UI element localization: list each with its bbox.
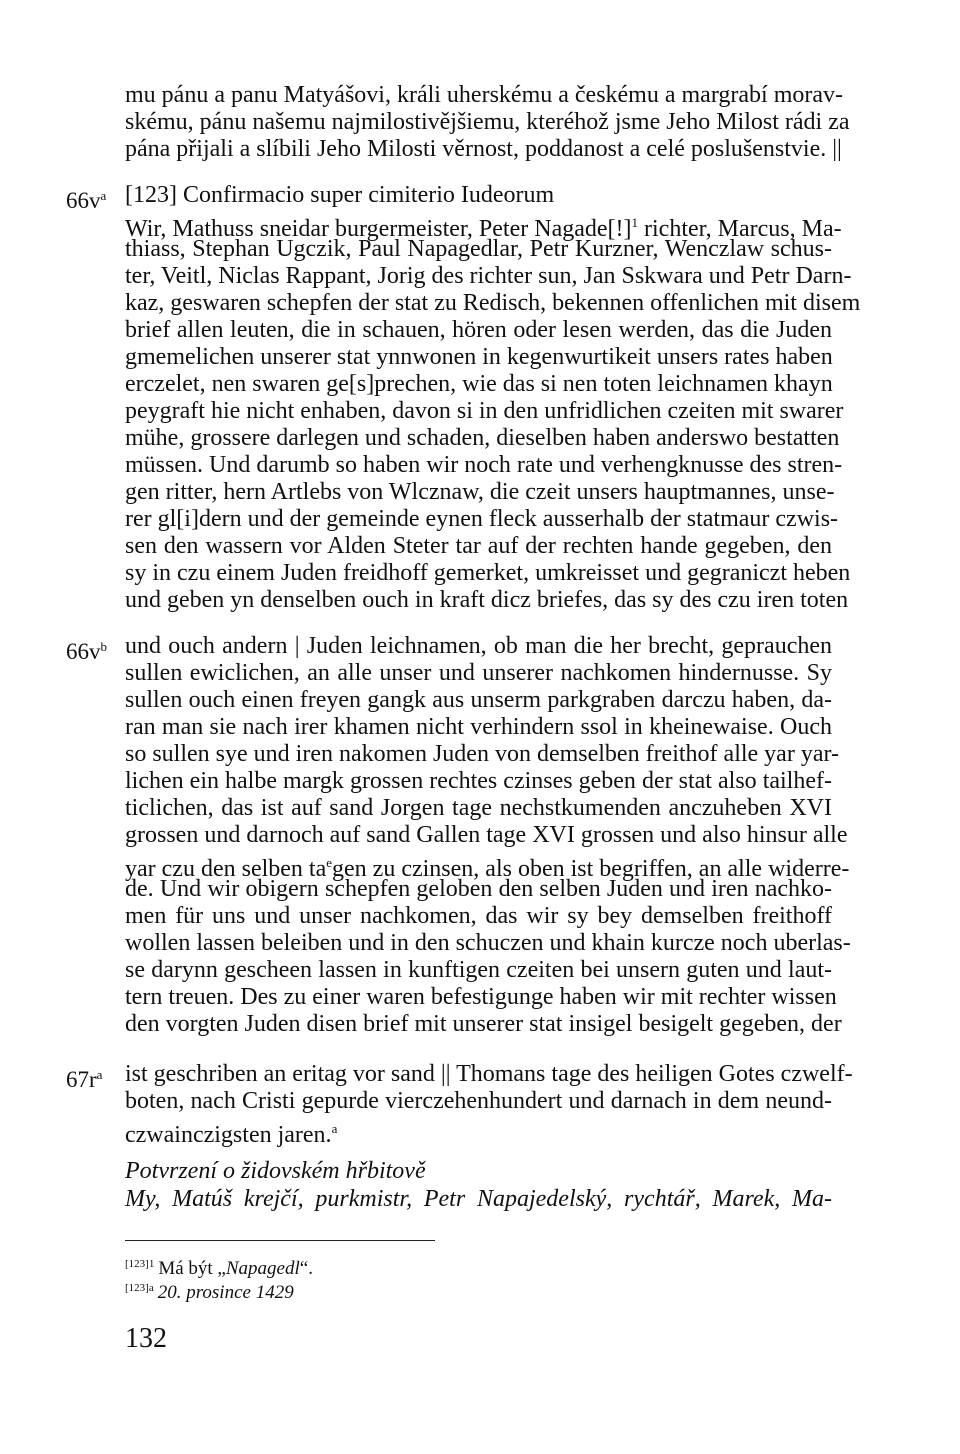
- margin-side: b: [100, 639, 107, 654]
- text-line: se darynn gescheen lassen in kunftigen czeiten bei unsern guten und laut-: [125, 957, 832, 983]
- text-line: brief allen leuten, die in schauen, hören oder lesen werden, das die Juden: [125, 317, 832, 343]
- page-number: 132: [125, 1323, 167, 1354]
- text-line: [125, 849, 850, 882]
- text-line: de. Und wir obigern schepfen geloben den selben Juden und iren nachko-: [125, 876, 832, 902]
- footnote-ref: a: [331, 1121, 338, 1136]
- text-line: mühe, grossere darlegen und schaden, dieselben haben anderswo bestatten: [125, 425, 840, 451]
- text-line: ticlichen, das ist auf sand Jorgen tage nechstkumenden anczuheben XVI: [125, 795, 832, 821]
- margin-note-66va: [66, 182, 106, 214]
- footnote-mark: [123]1: [125, 1258, 155, 1270]
- text-segment: yar czu den selben ta: [125, 856, 327, 882]
- text-line: men für uns und unser nachkomen, das wir sy bey demselben freithoff: [125, 903, 832, 929]
- text-line: sy in czu einem Juden freidhoff gemerket, umkreisset und gegraniczt heben: [125, 560, 851, 586]
- text-line: sullen ewiclichen, an alle unser und unserer nachkomen hindernusse. Sy: [125, 660, 832, 686]
- margin-folio: 66v: [66, 639, 101, 664]
- footnote-rule: [125, 1240, 435, 1241]
- text-line: skému, pánu našemu najmilostivějšiemu, kteréhož jsme Jeho Milost rádi za: [125, 109, 850, 135]
- superscript-letter: e: [326, 855, 333, 870]
- text-line: peygraft hie nicht enhaben, davon si in den unfridlichen czeiten mit swarer: [125, 398, 844, 424]
- text-line: müssen. Und darumb so haben wir noch rate und verhengknusse des stren-: [125, 452, 843, 478]
- text-line: pána přijali a slíbili Jeho Milosti věrnost, poddanost a celé poslušenstvie. ||: [125, 136, 842, 162]
- margin-note-66vb: [66, 633, 107, 665]
- text-line: erczelet, nen swaren ge[s]prechen, wie das si nen toten leichnamen khayn: [125, 371, 833, 397]
- text-line: boten, nach Cristi gepurde vierczehenhundert und darnach in dem neund-: [125, 1088, 832, 1114]
- footnote: [125, 1253, 313, 1280]
- text-line: so sullen sye und iren nakomen Juden von demselben freithof alle yar yar-: [125, 741, 839, 767]
- footnote-ref: 1: [631, 215, 638, 230]
- footnote-after: “.: [299, 1258, 313, 1279]
- text-line: und geben yn denselben ouch in kraft dicz briefes, das sy des czu iren toten: [125, 587, 849, 613]
- text-line: tern treuen. Des zu einer waren befestigunge haben wir mit rechter wissen: [125, 984, 837, 1010]
- footnote: [125, 1277, 294, 1304]
- text-segment: Wir, Mathuss sneidar burgermeister, Peter Nagade[!]: [125, 216, 632, 242]
- text-line: kaz, geswaren schepfen der stat zu Redisch, bekennen offenlichen mit disem: [125, 290, 861, 316]
- text-line: gen ritter, hern Artlebs von Wlcznaw, die czeit unsers hauptmannes, unse-: [125, 479, 835, 505]
- footnote-text: Má být „: [158, 1258, 226, 1279]
- footnote-italic: Napagedl: [225, 1258, 300, 1279]
- text-line: den vorgten Juden disen brief mit unserer stat insigel besigelt gegeben, der: [125, 1011, 842, 1037]
- text-line: rer gl[i]dern und der gemeinde eynen fleck ausserhalb der statmaur czwis-: [125, 506, 839, 532]
- text-line: ter, Veitl, Niclas Rappant, Jorig des richter sun, Jan Sskwara und Petr Darn-: [125, 263, 852, 289]
- text-line: und ouch andern | Juden leichnamen, ob man die her brecht, geprauchen: [125, 633, 832, 659]
- text-line: lichen ein halbe margk grossen rechtes czinses geben der stat also tailhef-: [125, 768, 832, 794]
- margin-side: a: [100, 188, 107, 203]
- text-line: sen den wassern vor Alden Steter tar auf der rechten hande gegeben, den: [125, 533, 832, 559]
- text-segment: czwainczigsten jaren.: [125, 1122, 332, 1148]
- text-line: thiass, Stephan Ugczik, Paul Napagedlar, Petr Kurzner, Wenczlaw schus-: [125, 236, 832, 262]
- margin-note-67ra: [66, 1061, 102, 1093]
- margin-folio: 67r: [66, 1067, 97, 1092]
- text-segment: gen zu czinsen, als oben ist begriffen, an alle widerre-: [332, 856, 850, 882]
- margin-folio: 66v: [66, 188, 101, 213]
- text-line: grossen und darnoch auf sand Gallen tage XVI grossen und also hinsur alle: [125, 822, 848, 848]
- text-line: mu pánu a panu Matyášovi, králi uherskému a českému a margrabí morav-: [125, 82, 843, 108]
- text-line: ran man sie nach irer khamen nicht verhindern ssol in kheinewaise. Ouch: [125, 714, 832, 740]
- text-line: wollen lassen beleiben und in den schuczen und khain kurcze noch uberlas-: [125, 930, 851, 956]
- translation-heading: Potvrzení o židovském hřbitově: [125, 1158, 426, 1184]
- text-line: [125, 209, 842, 242]
- footnote-mark: [123]a: [125, 1282, 154, 1294]
- translation-line: My, Matúš krejčí, purkmistr, Petr Napajedelský, rychtář, Marek, Ma-: [125, 1186, 832, 1212]
- text-line: gmemelichen unserer stat ynnwonen in kegenwurtikeit unsers rates haben: [125, 344, 833, 370]
- text-line: sullen ouch einen freyen gangk aus unserm parkgraben darczu haben, da-: [125, 687, 832, 713]
- section-heading: [123] Confirmacio super cimiterio Iudeorum: [125, 182, 555, 208]
- text-line: [125, 1115, 832, 1148]
- text-segment: richter, Marcus, Ma-: [638, 216, 842, 242]
- margin-side: a: [96, 1067, 103, 1082]
- footnote-italic: 20. prosince 1429: [157, 1282, 294, 1303]
- text-line: ist geschriben an eritag vor sand || Thomans tage des heiligen Gotes czwelf-: [125, 1061, 853, 1087]
